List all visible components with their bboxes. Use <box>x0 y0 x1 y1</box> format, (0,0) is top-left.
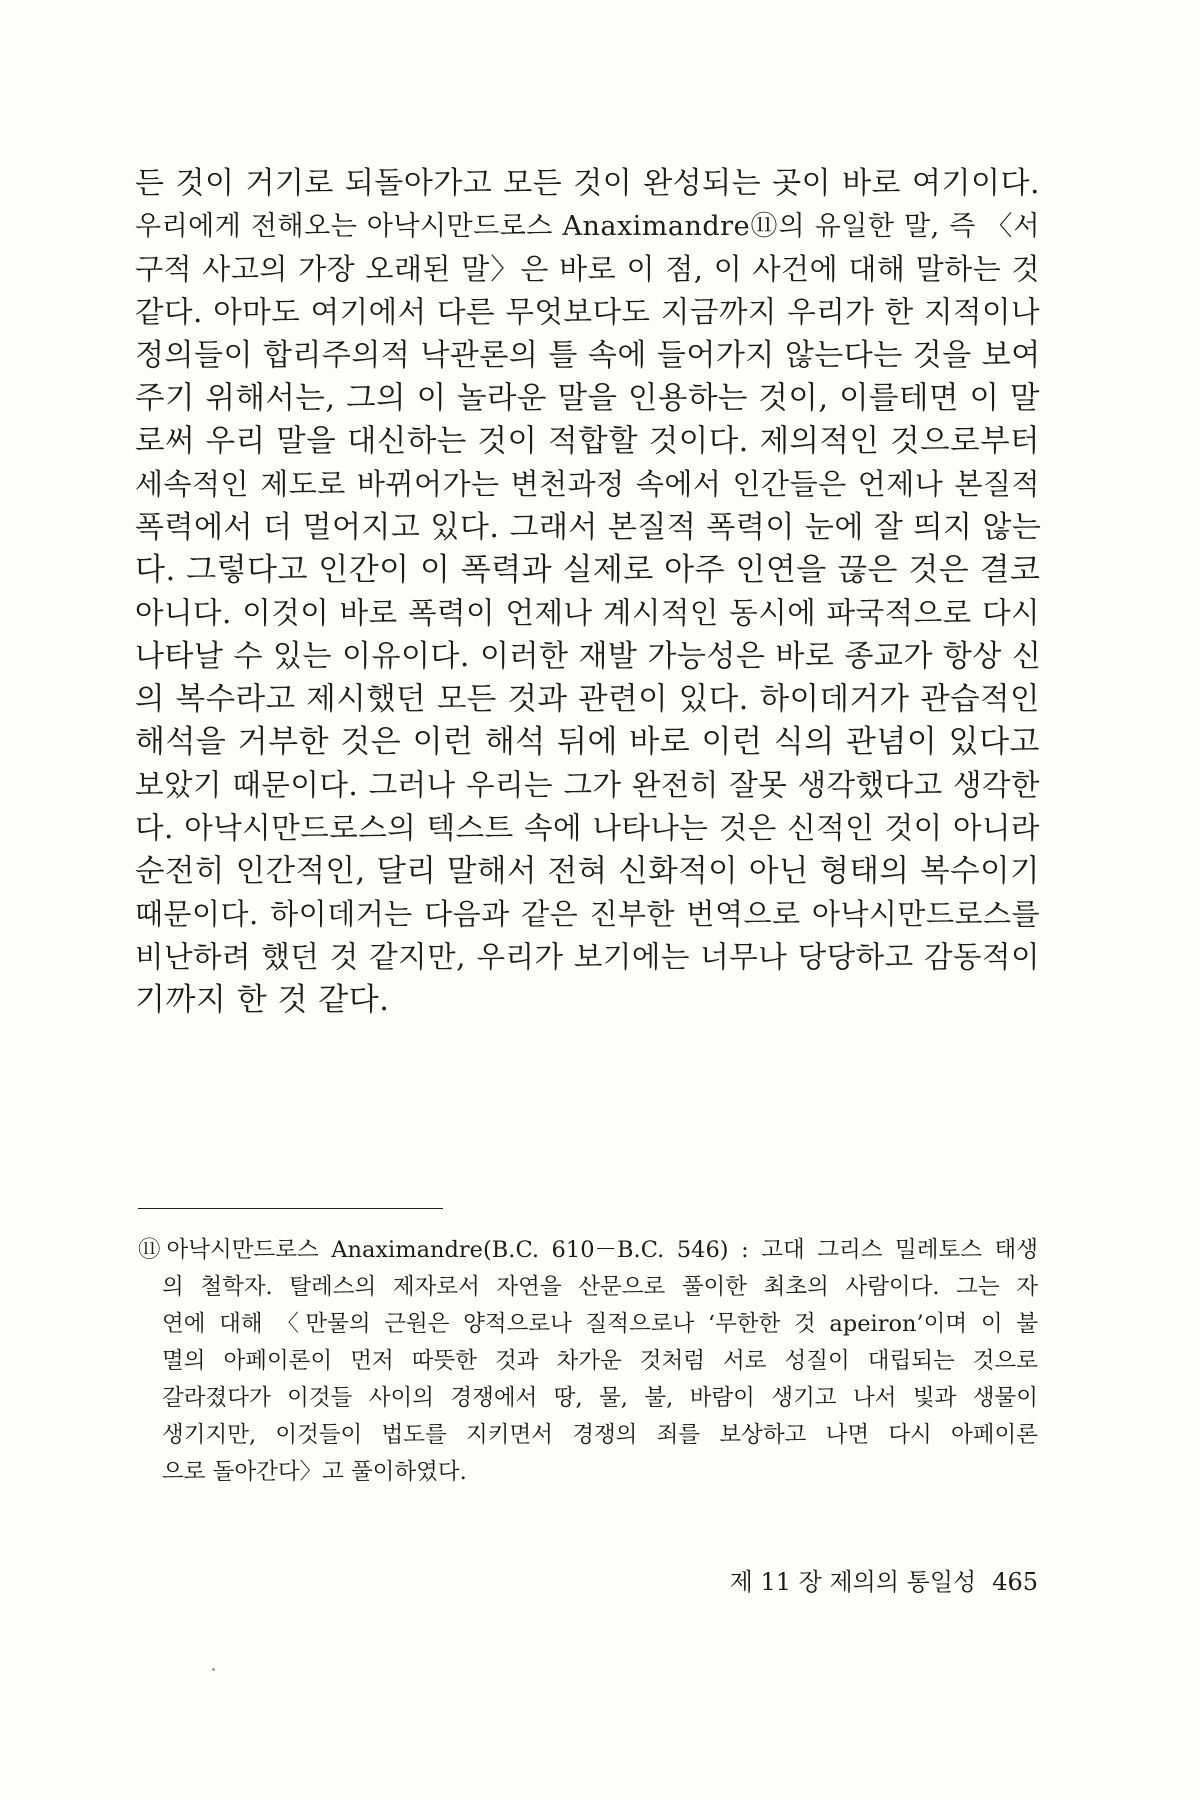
body-text <box>135 162 1040 1022</box>
body-line: 비난하려 했던 것 같지만, 우리가 보기에는 너무나 당당하고 감동적이 <box>135 940 1040 974</box>
footnote-line: 연에 대해 〈만물의 근원은 양적으로나 질적으로나 ‘무한한 것 apeiron’이며 이 불 <box>162 1311 1038 1337</box>
footnote-marker: ⑪ <box>138 1237 161 1263</box>
running-footer <box>688 1562 1038 1597</box>
footnote-line-text: 아낙시만드로스 Anaximandre(B.C. 610－B.C. 546) : 고대 그리스 밀레토스 태생 <box>166 1237 1038 1263</box>
body-line: 우리에게 전해오는 아낙시만드로스 Anaximandre⑪의 유일한 말, 즉 〈서 <box>135 211 1040 242</box>
footnote <box>138 1232 1038 1491</box>
body-line: 주기 위해서는, 그의 이 놀라운 말을 인용하는 것이, 이를테면 이 말 <box>135 381 1040 416</box>
body-line: 구적 사고의 가장 오래된 말〉은 바로 이 점, 이 사건에 대해 말하는 것 <box>135 252 1040 286</box>
chapter-title: 제 11 장 제의의 통일성 <box>729 1568 977 1596</box>
footnote-line: 멸의 아페이론이 먼저 따뜻한 것과 차가운 것처럼 서로 성질이 대립되는 것으로 <box>162 1348 1038 1374</box>
body-line: 같다. 아마도 여기에서 다른 무엇보다도 지금까지 우리가 한 지적이나 <box>135 295 1040 329</box>
body-line: 때문이다. 하이데거는 다음과 같은 진부한 번역으로 아낙시만드로스를 <box>135 897 1040 931</box>
body-line: 로써 우리 말을 대신하는 것이 적합할 것이다. 제의적인 것으로부터 <box>135 424 1040 459</box>
body-line: 의 복수라고 제시했던 모든 것과 관련이 있다. 하이데거가 관습적인 <box>135 682 1040 717</box>
body-line: 다. 그렇다고 인간이 이 폭력과 실제로 아주 인연을 끊은 것은 결코 <box>135 552 1041 588</box>
footnote-line: 의 철학자. 탈레스의 제자로서 자연을 산문으로 풀이한 최초의 사람이다. 그는 자 <box>162 1274 1038 1300</box>
footnote-line: 생기지만, 이것들이 법도를 지키면서 경쟁의 죄를 보상하고 나면 다시 아페이론 <box>162 1422 1038 1448</box>
body-line: 순전히 인간적인, 달리 말해서 전혀 신화적이 아닌 형태의 복수이기 <box>135 854 1040 889</box>
footnote-line <box>138 1232 1038 1269</box>
body-line: 나타날 수 있는 이유이다. 이러한 재발 가능성은 바로 종교가 항상 신 <box>135 639 1042 674</box>
body-line: 세속적인 제도로 바뀌어가는 변천과정 속에서 인간들은 언제나 본질적 <box>135 467 1040 501</box>
body-line: 다. 아낙시만드로스의 텍스트 속에 나타나는 것은 신적인 것이 아니라 <box>135 811 1040 845</box>
body-line: 보았기 때문이다. 그러나 우리는 그가 완전히 잘못 생각했다고 생각한 <box>135 768 1040 802</box>
body-line: 폭력에서 더 멀어지고 있다. 그래서 본질적 폭력이 눈에 잘 띄지 않는 <box>135 510 1042 545</box>
page-number: 465 <box>992 1568 1038 1596</box>
footnote-line: 으로 돌아간다〉고 풀이하였다. <box>162 1459 467 1485</box>
body-line: 해석을 거부한 것은 이런 해석 뒤에 바로 이런 식의 관념이 있다고 <box>135 724 1040 760</box>
footnote-line: 갈라졌다가 이것들 사이의 경쟁에서 땅, 물, 불, 바람이 생기고 나서 빛과 생물이 <box>162 1385 1038 1411</box>
footnote-divider <box>138 1208 443 1209</box>
body-line: 아니다. 이것이 바로 폭력이 언제나 계시적인 동시에 파국적으로 다시 <box>135 596 1040 630</box>
body-line: 기까지 한 것 같다. <box>135 982 390 1018</box>
body-line: 정의들이 합리주의적 낙관론의 틀 속에 들어가지 않는다는 것을 보여 <box>135 338 1041 373</box>
body-line: 든 것이 거기로 되돌아가고 모든 것이 완성되는 곳이 바로 여기이다. <box>135 166 1040 201</box>
scan-speck <box>212 1668 215 1671</box>
